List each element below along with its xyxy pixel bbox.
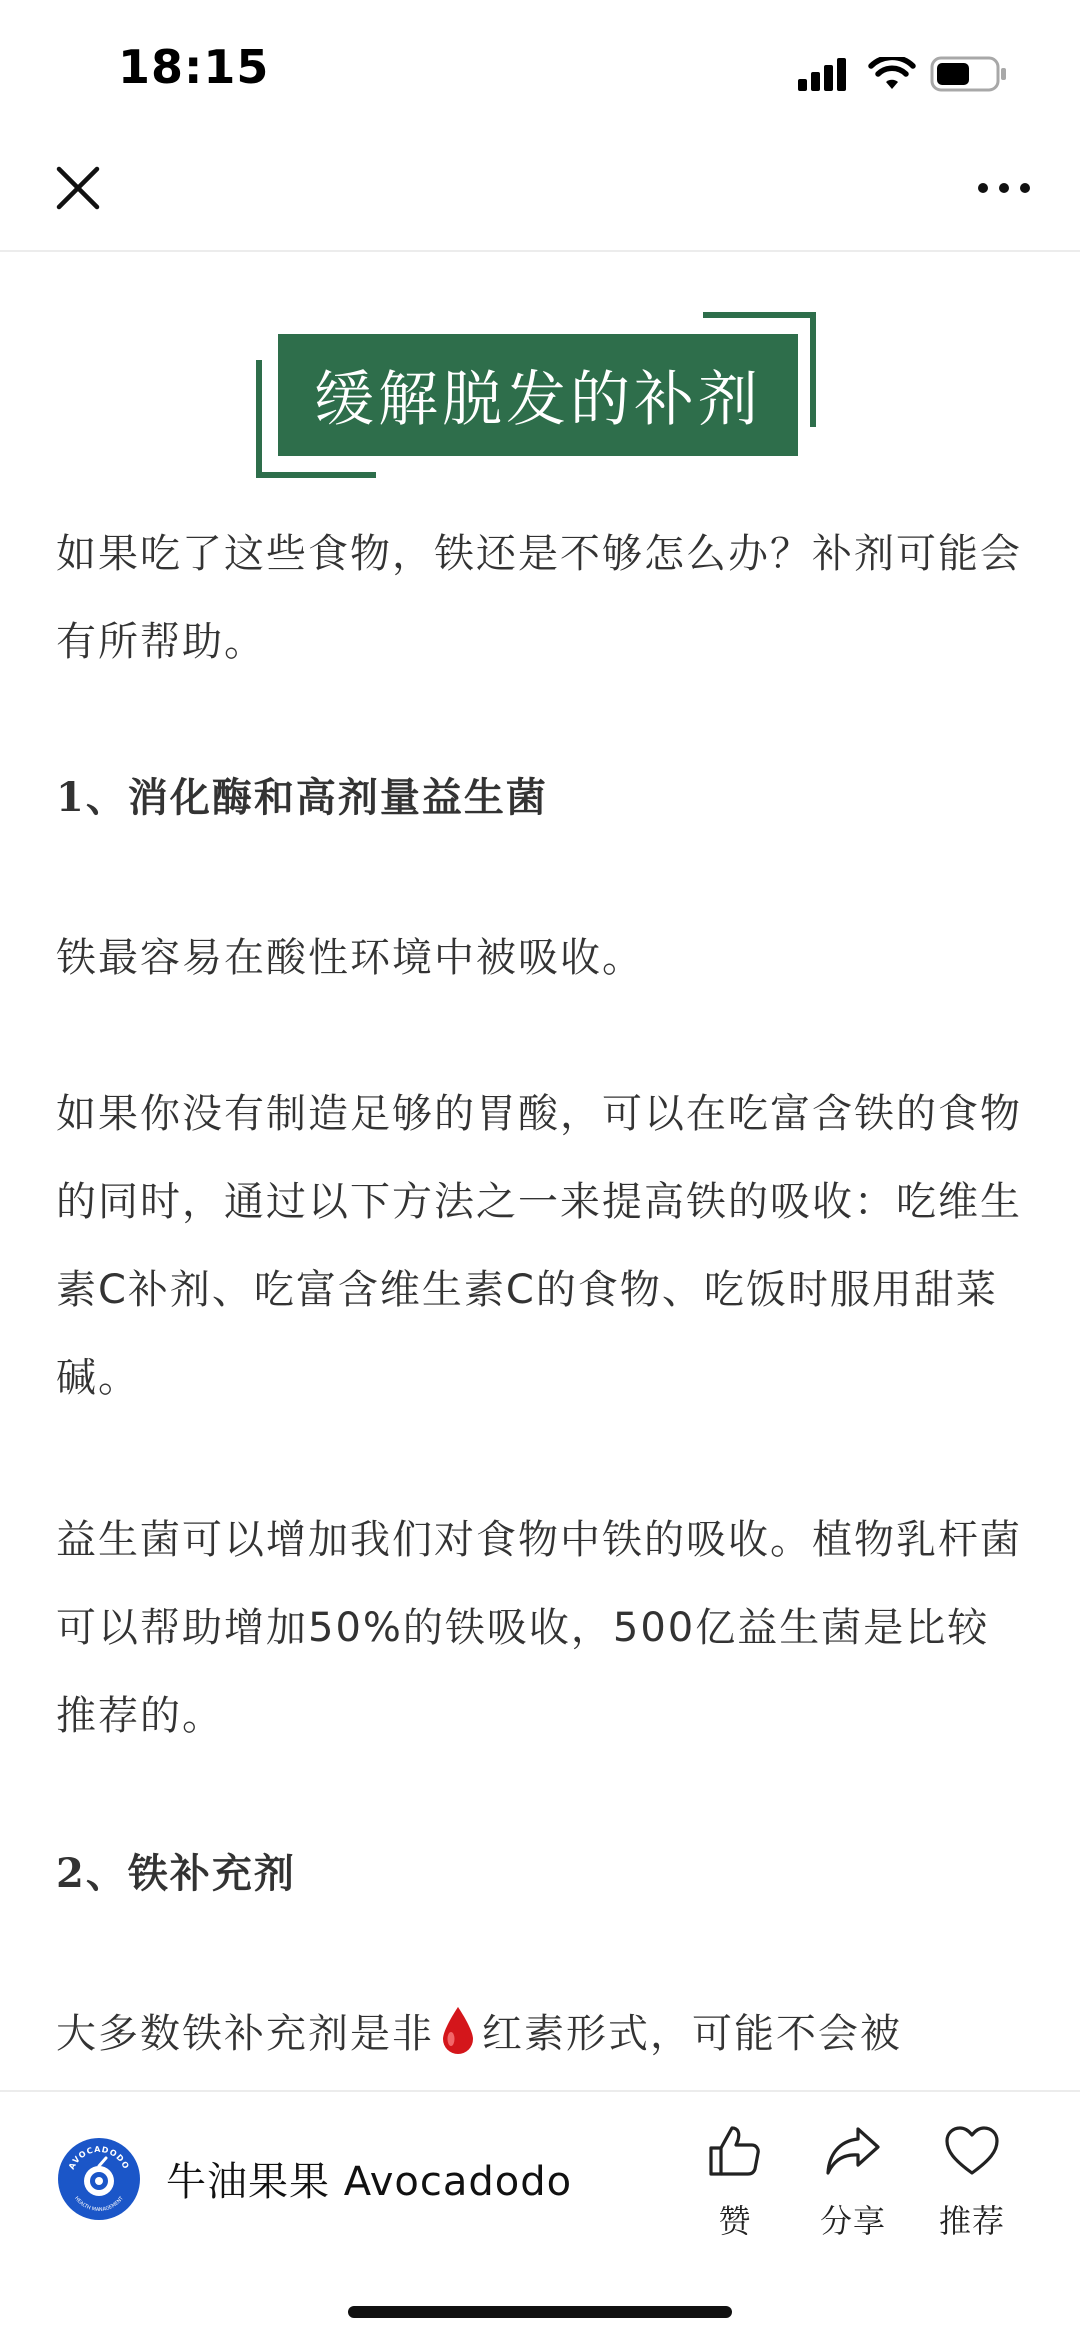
paragraph-4-end: 红素形式，可能不会被 — [482, 2011, 902, 2057]
paragraph-2: 如果你没有制造足够的胃酸，可以在吃富含铁的食物的同时，通过以下方法之一来提高铁的吸收：吃维生素C补剂、吃富含维生素C的食物、吃饭时服用甜菜碱。 — [56, 1091, 1022, 1401]
title-box — [278, 334, 798, 456]
cellular-signal-icon — [798, 57, 854, 91]
paragraph-3: 益生菌可以增加我们对食物中铁的吸收。植物乳杆菌可以帮助增加50%的铁吸收，500亿益生菌是比较推荐的。 — [56, 1517, 1022, 1739]
share-label: 分享 — [819, 2202, 886, 2240]
article-title: 缓解脱发的补剂 — [314, 365, 762, 435]
more-icon — [977, 182, 1031, 194]
account-avatar[interactable] — [58, 2138, 140, 2220]
like-label: 赞 — [718, 2202, 752, 2240]
bottom-action-bar — [0, 2090, 1080, 2338]
wifi-icon — [868, 57, 916, 91]
paragraph-intro: 如果吃了这些食物，铁还是不够怎么办？补剂可能会有所帮助。 — [56, 531, 1022, 665]
svg-text:AVOCADODO: AVOCADODO — [67, 2144, 131, 2171]
status-time: 18:15 — [118, 40, 270, 94]
close-icon — [55, 165, 101, 211]
thumbs-up-icon — [707, 2123, 763, 2179]
section-heading-2: 2、铁补充剂 — [56, 1850, 296, 1897]
paragraph-1: 铁最容易在酸性环境中被吸收。 — [56, 935, 644, 981]
more-button[interactable] — [964, 158, 1044, 218]
section-heading-1: 1、消化酶和高剂量益生菌 — [56, 774, 548, 821]
share-arrow-icon — [824, 2125, 882, 2177]
recommend-button[interactable] — [917, 2120, 1027, 2242]
battery-icon — [930, 56, 1008, 92]
share-button[interactable] — [798, 2120, 908, 2242]
close-button[interactable] — [48, 158, 108, 218]
avocado-logo-icon — [58, 2138, 140, 2220]
article-body — [0, 252, 1080, 2090]
heart-icon — [943, 2125, 1001, 2177]
status-icons — [798, 52, 1008, 96]
paragraph-4-start: 大多数铁补充剂是非 — [56, 2011, 434, 2057]
paragraph-4 — [56, 1990, 1024, 2078]
recommend-label: 推荐 — [938, 2202, 1005, 2240]
title-banner — [256, 312, 826, 482]
svg-text:HEALTH MANAGEMENT: HEALTH MANAGEMENT — [73, 2195, 125, 2214]
like-button[interactable] — [680, 2120, 790, 2242]
nav-bar — [0, 130, 1080, 252]
home-indicator[interactable] — [348, 2306, 732, 2318]
account-name[interactable]: 牛油果果 Avocadodo — [166, 2159, 573, 2205]
status-bar — [0, 0, 1080, 130]
blood-drop-icon — [440, 2005, 476, 2057]
